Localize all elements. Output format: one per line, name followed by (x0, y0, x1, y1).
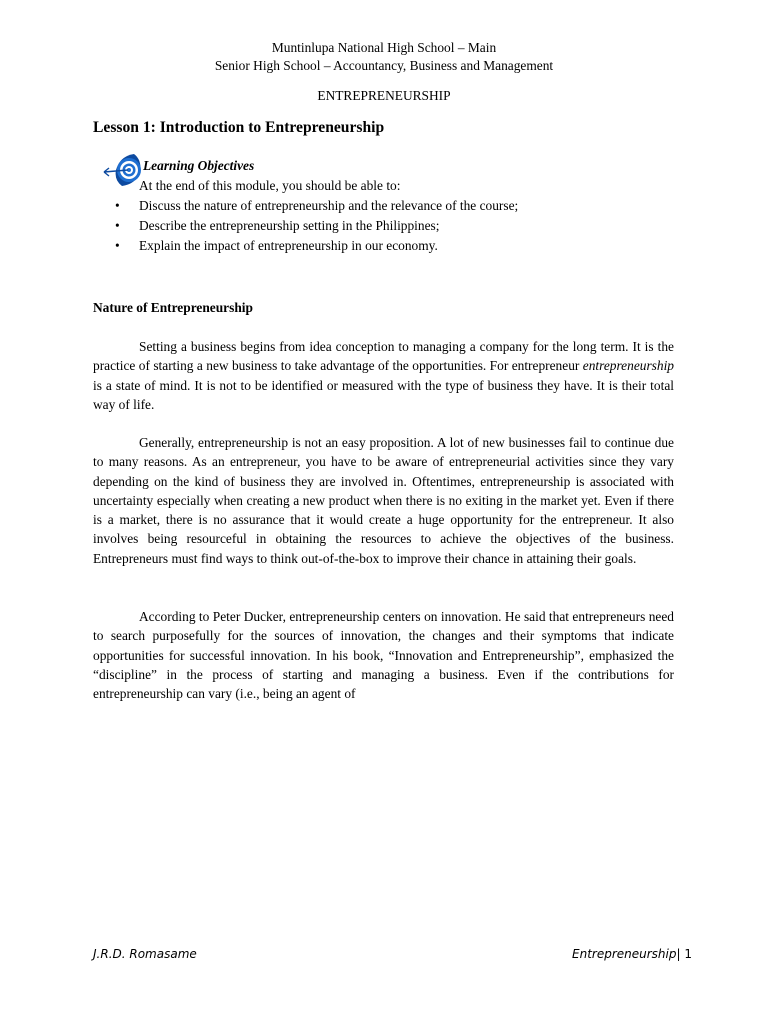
footer-author: J.R.D. Romasame (93, 947, 197, 961)
paragraph-1-text-a: Setting a business begins from idea conception to managing a company for the long term. It is the practice of starting a new business to take advantage of the opportunities. For entrepreneur (93, 339, 674, 374)
footer-page-info (572, 947, 692, 961)
program-name: Senior High School – Accountancy, Business and Management (214, 58, 554, 73)
section-heading: Nature of Entrepreneurship (93, 300, 253, 315)
objective-item: • Describe the entrepreneurship setting in the Philippines; (115, 218, 518, 238)
objective-item: • Explain the impact of entrepreneurship in our economy. (115, 238, 518, 258)
school-name: Muntinlupa National High School – Main (271, 40, 497, 55)
paragraph-1-text-c: is a state of mind. It is not to be identified or measured with the type of business they have. It is their total way of life. (93, 377, 674, 412)
learning-objectives-heading: Learning Objectives (143, 158, 255, 173)
footer-separator: | (676, 947, 681, 961)
footer-subject: Entrepreneurship (572, 947, 677, 961)
paragraph-1-emphasis: entrepreneurship (582, 358, 674, 374)
paragraph-2: Generally, entrepreneurship is not an easy proposition. A lot of new businesses fail to continue due to many reasons. As an entrepreneur, you have to be aware of entrepreneurial activities since they vary depending on the kind of business they are involved in. Oftentimes, entrepreneurship is associated with uncertainty especially when creating a new product when there is no exiting in the market yet. Even if there is a market, there is no assurance that it would create a huge opportunity for the entrepreneur. It also involves being resourceful in obtaining the resources to achieve the objectives of the business. Entrepreneurs must find ways to think out-of-the-box to improve their chance in attaining their goals. (93, 435, 674, 566)
objectives-list (115, 198, 518, 258)
paragraph-1 (93, 337, 674, 414)
learning-objectives-intro: At the end of this module, you should be able to: (139, 178, 401, 193)
objective-item: • Discuss the nature of entrepreneurship and the relevance of the course; (115, 198, 518, 218)
lesson-title: Lesson 1: Introduction to Entrepreneurship (93, 119, 385, 136)
subject-title: ENTREPRENEURSHIP (317, 88, 451, 103)
page-number: 1 (684, 947, 692, 961)
paragraph-3: According to Peter Ducker, entrepreneurship centers on innovation. He said that entrepreneurs need to search purposefully for the sources of innovation, the changes and their symptoms that indicate opportunities for successful innovation. In his book, “Innovation and Entrepreneurship”, emphasized the “discipline” in the process of starting and managing a business. Even if the contributions for entrepreneurship can vary (i.e., being an agent of (93, 609, 674, 702)
